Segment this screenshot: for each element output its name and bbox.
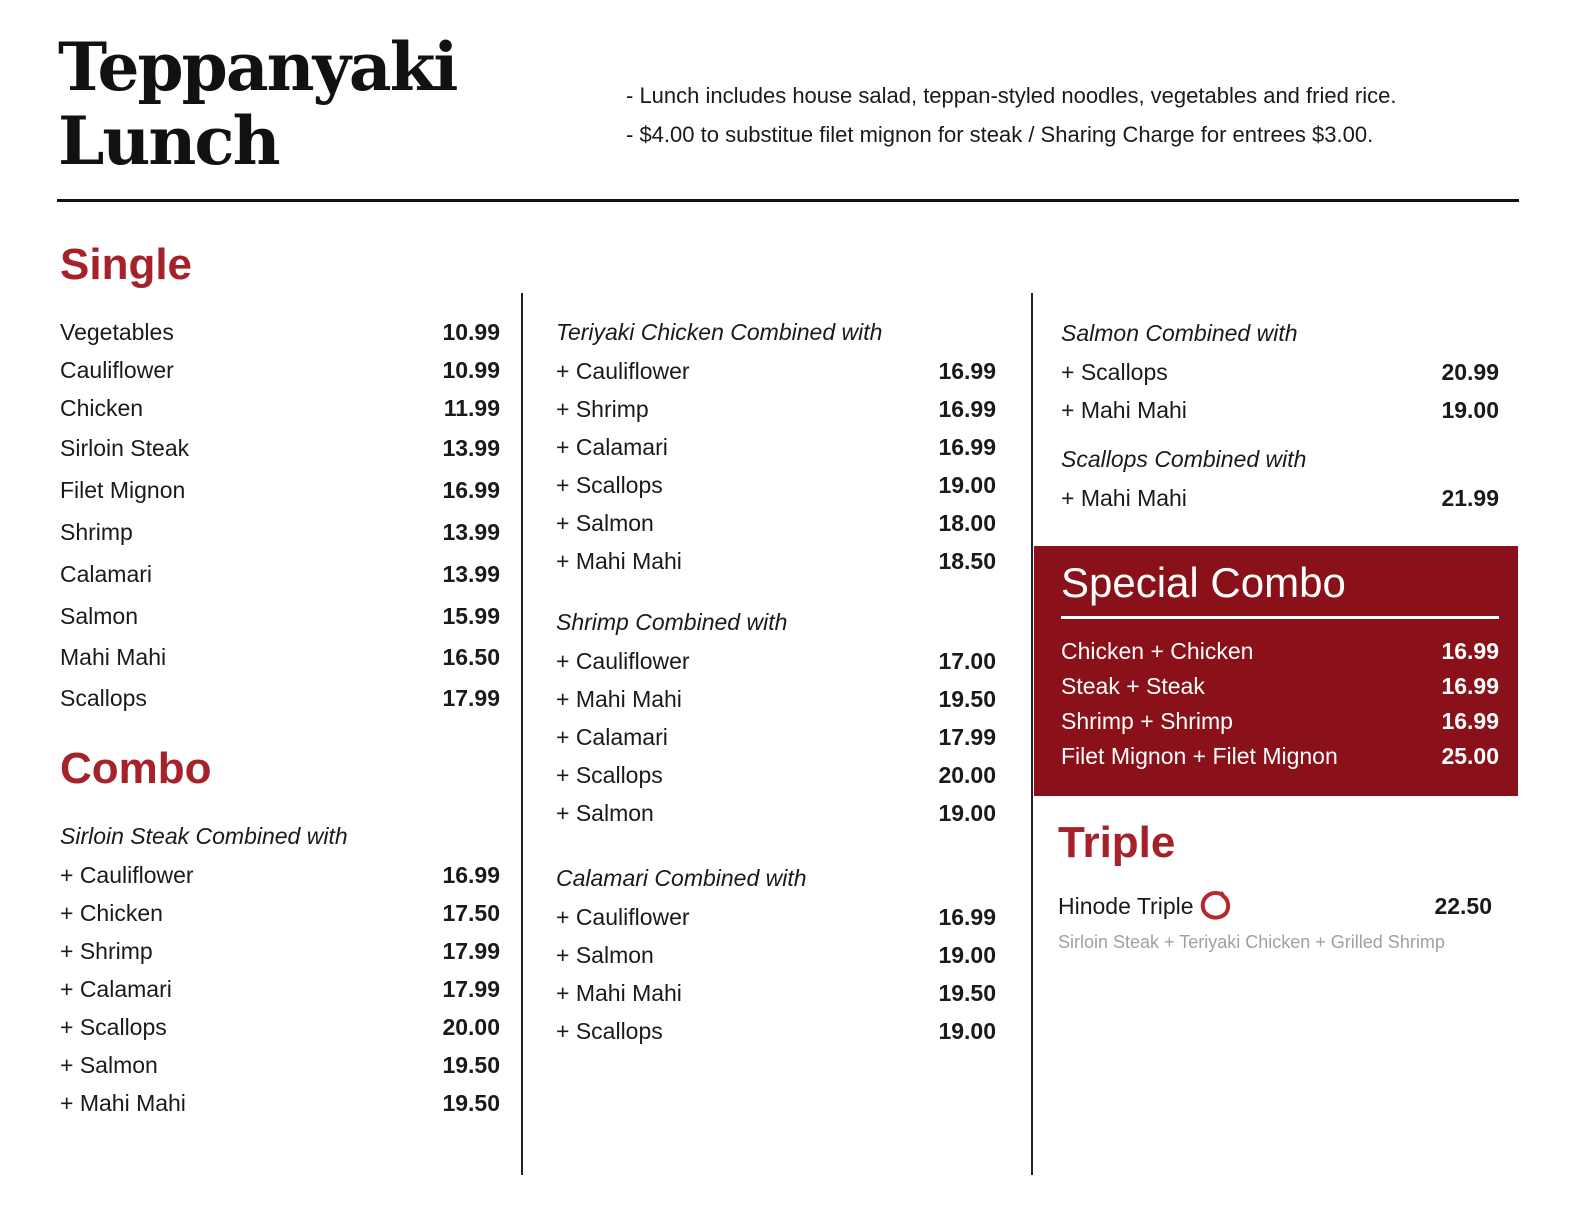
menu-row <box>556 794 996 832</box>
item-name: + Mahi Mahi <box>556 548 682 574</box>
item-name: Sirloin Steak <box>60 435 190 461</box>
item-price: 16.99 <box>1441 638 1499 664</box>
item-price: 16.50 <box>442 644 500 670</box>
item-name: Scallops <box>60 685 147 711</box>
menu-row <box>60 351 500 389</box>
item-price: 19.50 <box>938 980 996 1006</box>
item-name: Shrimp + Shrimp <box>1061 708 1233 734</box>
menu-row <box>556 352 996 390</box>
lunch-notes <box>626 80 1397 158</box>
item-price: 19.00 <box>938 1018 996 1044</box>
red-brush-circle-icon <box>1198 889 1232 928</box>
item-price: 16.99 <box>938 358 996 384</box>
triple-item-price: 22.50 <box>1434 893 1492 919</box>
single-list <box>60 313 500 719</box>
item-price: 19.50 <box>938 686 996 712</box>
menu-row <box>556 974 996 1012</box>
item-name: + Cauliflower <box>556 358 690 384</box>
item-name: + Scallops <box>556 1018 663 1044</box>
menu-row <box>60 637 500 678</box>
menu-row <box>556 1012 996 1050</box>
combo-group-title: Scallops Combined with <box>1061 446 1307 472</box>
item-price: 16.99 <box>938 434 996 460</box>
header-divider <box>57 199 1519 202</box>
item-price: 17.99 <box>442 976 500 1002</box>
menu-row <box>60 1008 500 1046</box>
item-name: + Shrimp <box>556 396 649 422</box>
item-price: 13.99 <box>442 519 500 545</box>
menu-row <box>60 469 500 511</box>
combo-group-title: Sirloin Steak Combined with <box>60 823 348 849</box>
menu-row <box>60 1084 500 1122</box>
triple-description: Sirloin Steak + Teriyaki Chicken + Grilled Shrimp <box>1058 932 1445 952</box>
item-price: 17.99 <box>938 724 996 750</box>
combo-group-sirloin <box>60 816 500 1122</box>
section-triple-heading: Triple <box>1058 818 1176 867</box>
item-price: 16.99 <box>442 862 500 888</box>
section-single-heading: Single <box>60 240 193 289</box>
column-divider-2 <box>1031 293 1033 1175</box>
item-price: 17.00 <box>938 648 996 674</box>
item-name: Filet Mignon <box>60 477 186 503</box>
item-name: + Scallops <box>60 1014 167 1040</box>
section-combo-heading: Combo <box>60 744 212 793</box>
combo-group-title: Shrimp Combined with <box>556 609 788 635</box>
menu-row <box>556 466 996 504</box>
item-name: + Mahi Mahi <box>556 686 682 712</box>
item-name: Vegetables <box>60 319 174 345</box>
note-surcharges: - $4.00 to substitue filet mignon for steak / Sharing Charge for entrees $3.00. <box>626 122 1374 147</box>
item-name: + Calamari <box>556 724 668 750</box>
title-line-1: Teppanyaki <box>58 28 457 106</box>
menu-row <box>60 894 500 932</box>
menu-row <box>556 642 996 680</box>
item-price: 19.50 <box>442 1052 500 1078</box>
item-name: + Mahi Mahi <box>556 980 682 1006</box>
menu-row <box>1061 479 1499 517</box>
item-name: + Scallops <box>556 762 663 788</box>
item-price: 17.50 <box>442 900 500 926</box>
item-name: + Salmon <box>556 510 654 536</box>
triple-item <box>1058 886 1492 926</box>
item-price: 15.99 <box>442 603 500 629</box>
item-name: + Scallops <box>556 472 663 498</box>
item-name: + Salmon <box>60 1052 158 1078</box>
item-price: 19.00 <box>938 800 996 826</box>
menu-row <box>556 718 996 756</box>
item-name: + Mahi Mahi <box>1061 397 1187 423</box>
menu-row <box>556 680 996 718</box>
menu-row <box>556 504 996 542</box>
item-name: + Mahi Mahi <box>1061 485 1187 511</box>
menu-row <box>60 389 500 427</box>
menu-row <box>60 678 500 719</box>
menu-row <box>556 428 996 466</box>
item-name: Salmon <box>60 603 138 629</box>
page-title <box>58 30 457 178</box>
menu-row <box>60 553 500 595</box>
item-name: + Shrimp <box>60 938 153 964</box>
menu-row <box>60 427 500 469</box>
item-name: + Cauliflower <box>60 862 194 888</box>
item-price: 25.00 <box>1441 743 1499 769</box>
item-name: + Cauliflower <box>556 904 690 930</box>
combo-column-3 <box>1061 313 1499 517</box>
item-price: 10.99 <box>442 357 500 383</box>
item-price: 19.00 <box>938 472 996 498</box>
item-price: 17.99 <box>442 938 500 964</box>
item-name: Mahi Mahi <box>60 644 167 670</box>
item-price: 20.00 <box>938 762 996 788</box>
item-price: 11.99 <box>443 395 500 421</box>
menu-row <box>556 756 996 794</box>
note-includes: - Lunch includes house salad, teppan-styled noodles, vegetables and fried rice. <box>626 83 1397 108</box>
menu-row <box>556 542 996 580</box>
item-price: 16.99 <box>938 904 996 930</box>
item-price: 17.99 <box>442 685 500 711</box>
special-combo-panel <box>1034 546 1518 796</box>
menu-row <box>60 932 500 970</box>
item-price: 18.00 <box>938 510 996 536</box>
menu-row <box>60 313 500 351</box>
special-combo-list <box>1061 634 1499 774</box>
item-name: Shrimp <box>60 519 133 545</box>
item-name: + Chicken <box>60 900 163 926</box>
item-name: + Salmon <box>556 800 654 826</box>
item-name: + Scallops <box>1061 359 1168 385</box>
menu-row <box>60 856 500 894</box>
menu-row <box>1061 704 1499 739</box>
item-price: 16.99 <box>442 477 500 503</box>
item-name: + Calamari <box>60 976 172 1002</box>
item-name: Cauliflower <box>60 357 174 383</box>
combo-group-title: Teriyaki Chicken Combined with <box>556 319 883 345</box>
item-price: 20.00 <box>442 1014 500 1040</box>
item-price: 21.99 <box>1441 485 1499 511</box>
column-divider-1 <box>521 293 523 1175</box>
item-price: 13.99 <box>442 561 500 587</box>
title-line-2: Lunch <box>58 102 279 180</box>
item-price: 16.99 <box>1441 673 1499 699</box>
item-price: 18.50 <box>938 548 996 574</box>
combo-group-title: Calamari Combined with <box>556 865 807 891</box>
menu-row <box>1061 353 1499 391</box>
item-price: 16.99 <box>938 396 996 422</box>
item-name: Filet Mignon + Filet Mignon <box>1061 743 1338 769</box>
item-price: 20.99 <box>1441 359 1499 385</box>
item-price: 19.00 <box>938 942 996 968</box>
item-name: Calamari <box>60 561 153 587</box>
menu-row <box>60 511 500 553</box>
triple-item-name: Hinode Triple <box>1058 893 1194 919</box>
menu-row <box>60 970 500 1008</box>
item-price: 16.99 <box>1441 708 1499 734</box>
menu-row <box>60 1046 500 1084</box>
combo-group-title: Salmon Combined with <box>1061 320 1298 346</box>
item-name: + Cauliflower <box>556 648 690 674</box>
menu-row <box>1061 739 1499 774</box>
item-name: Chicken <box>60 395 144 421</box>
menu-row <box>60 595 500 637</box>
item-price: 19.50 <box>442 1090 500 1116</box>
menu-row <box>1061 391 1499 429</box>
item-name: + Mahi Mahi <box>60 1090 186 1116</box>
item-name: + Calamari <box>556 434 668 460</box>
special-combo-heading: Special Combo <box>1061 559 1346 606</box>
item-name: + Salmon <box>556 942 654 968</box>
item-price: 13.99 <box>442 435 500 461</box>
menu-row <box>556 936 996 974</box>
menu-row <box>556 898 996 936</box>
menu-row <box>1061 634 1499 669</box>
item-name: Steak + Steak <box>1061 673 1205 699</box>
menu-row <box>1061 669 1499 704</box>
item-price: 10.99 <box>442 319 500 345</box>
item-name: Chicken + Chicken <box>1061 638 1254 664</box>
item-price: 19.00 <box>1441 397 1499 423</box>
special-combo-divider <box>1061 616 1499 619</box>
menu-row <box>556 390 996 428</box>
combo-column-2 <box>556 312 996 1050</box>
